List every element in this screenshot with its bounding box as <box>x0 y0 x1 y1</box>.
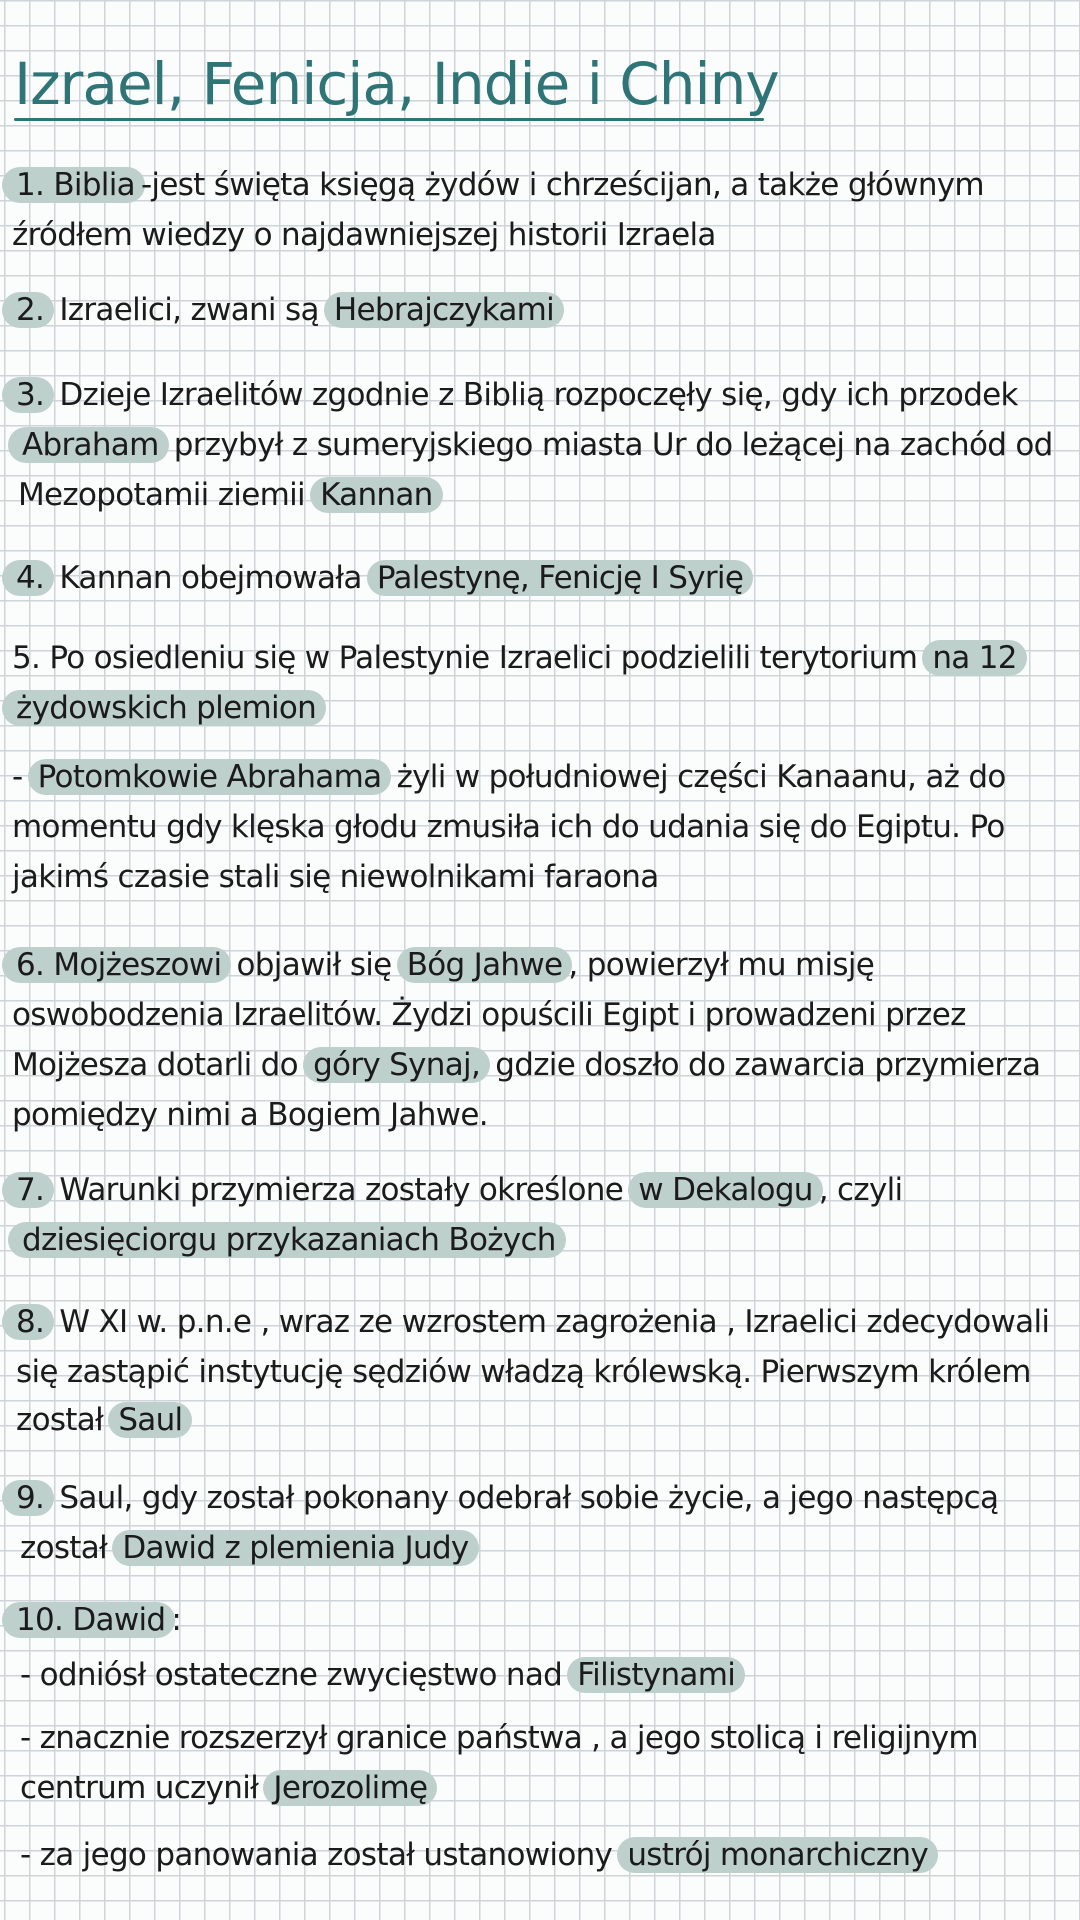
note-9-line-2: został Dawid z plemienia Judy <box>20 1528 475 1568</box>
note-3-line-2: Abraham przybył z sumeryjskiego miasta Ur do leżącej na zachód od <box>18 425 1053 465</box>
note-10-highlight-filistyni: Filistynami <box>567 1657 745 1693</box>
note-3-highlight-kannan: Kannan <box>310 477 443 513</box>
note-3-highlight-abraham: Abraham <box>8 427 169 463</box>
note-5-highlight: na 12 <box>922 640 1026 676</box>
note-3-number: 3. <box>2 377 54 413</box>
note-6-line-2: oswobodzenia Izraelitów. Żydzi opuścili Egipt i prowadzeni przez <box>12 997 966 1033</box>
note-9-number: 9. <box>2 1480 54 1516</box>
note-8-highlight-saul: Saul <box>108 1402 192 1438</box>
note-7-line-2 <box>18 1220 562 1260</box>
note-1-line-1: 1. Biblia -jest święta księgą żydów i chrześcijan, a także głównym <box>12 165 984 205</box>
note-9-line-1: 9. Saul, gdy został pokonany odebrał sobie życie, a jego następcą <box>12 1478 998 1518</box>
note-6-line-3: Mojżesza dotarli do góry Synaj, gdzie doszło do zawarcia przymierza <box>12 1047 1041 1083</box>
note-5b-line-1: - Potomkowie Abrahama żyli w południowej części Kanaanu, aż do <box>12 759 1006 795</box>
note-5b-line-3: jakimś czasie stali się niewolnikami faraona <box>12 859 659 895</box>
note-5-line-2 <box>12 688 322 728</box>
note-10-highlight-ustroj: ustrój monarchiczny <box>617 1837 938 1873</box>
note-1-line-2: źródłem wiedzy o najdawniejszej historii Izraela <box>12 217 716 253</box>
note-5b-highlight: Potomkowie Abrahama <box>28 759 392 795</box>
note-10-bullet-2-line-2: centrum uczynił Jerozolimę <box>20 1768 433 1808</box>
note-10-bullet-1: - odniósł ostateczne zwycięstwo nad Filistynami <box>20 1655 741 1695</box>
note-10-heading: 10. Dawid : <box>12 1600 181 1640</box>
note-10-highlight: 10. Dawid <box>2 1602 175 1638</box>
note-5b-line-2: momentu gdy klęska głodu zmusiła ich do udania się do Egiptu. Po <box>12 809 1005 845</box>
note-1-highlight: 1. Biblia <box>2 167 145 203</box>
note-7-number: 7. <box>2 1172 54 1208</box>
note-8-line-1: 8. W XI w. p.n.e , wraz ze wzrostem zagrożenia , Izraelici zdecydowali <box>12 1302 1049 1342</box>
note-10-bullet-3: - za jego panowania został ustanowiony ustrój monarchiczny <box>20 1835 934 1875</box>
note-6-highlight-synaj: góry Synaj, <box>303 1047 490 1083</box>
note-6-line-4: pomiędzy nimi a Bogiem Jahwe. <box>12 1097 488 1133</box>
note-6-highlight-mojzesz: 6. Mojżeszowi <box>2 947 231 983</box>
note-10-bullet-2-line-1: - znacznie rozszerzył granice państwa , a jego stolicą i religijnym <box>20 1720 978 1756</box>
note-4: 4. Kannan obejmowała Palestynę, Fenicję I Syrię <box>12 558 749 598</box>
note-6-highlight-jahwe: Bóg Jahwe <box>397 947 573 983</box>
note-6-line-1: 6. Mojżeszowi objawił się Bóg Jahwe , powierzył mu misję <box>12 945 874 985</box>
note-5-highlight-2: żydowskich plemion <box>2 690 326 726</box>
note-2-number: 2. <box>2 292 54 328</box>
note-7-highlight-dekalog: w Dekalogu <box>628 1172 822 1208</box>
note-8-line-3: został Saul <box>16 1400 188 1440</box>
note-7-highlight-przykazania: dziesięciorgu przykazaniach Bożych <box>8 1222 566 1258</box>
note-8-line-2: się zastąpić instytucję sędziów władzą królewską. Pierwszym królem <box>16 1354 1031 1390</box>
note-9-highlight-dawid: Dawid z plemienia Judy <box>112 1530 478 1566</box>
note-4-number: 4. <box>2 560 54 596</box>
note-4-highlight: Palestynę, Fenicję I Syrię <box>367 560 753 596</box>
note-3-line-3: Mezopotamii ziemii Kannan <box>18 475 439 515</box>
note-10-highlight-jerozolima: Jerozolimę <box>263 1770 437 1806</box>
note-7-line-1: 7. Warunki przymierza zostały określone w Dekalogu , czyli <box>12 1170 902 1210</box>
page-title: Izrael, Fenicja, Indie i Chiny <box>14 50 779 118</box>
note-5-line-1: 5. Po osiedleniu się w Palestynie Izraelici podzielili terytorium na 12 <box>12 638 1023 678</box>
title-underline <box>14 118 764 121</box>
note-2: 2. Izraelici, zwani są Hebrajczykami <box>12 290 560 330</box>
note-2-highlight: Hebrajczykami <box>324 292 564 328</box>
note-8-number: 8. <box>2 1304 54 1340</box>
note-3-line-1: 3. Dzieje Izraelitów zgodnie z Biblią rozpoczęły się, gdy ich przodek <box>12 375 1018 415</box>
